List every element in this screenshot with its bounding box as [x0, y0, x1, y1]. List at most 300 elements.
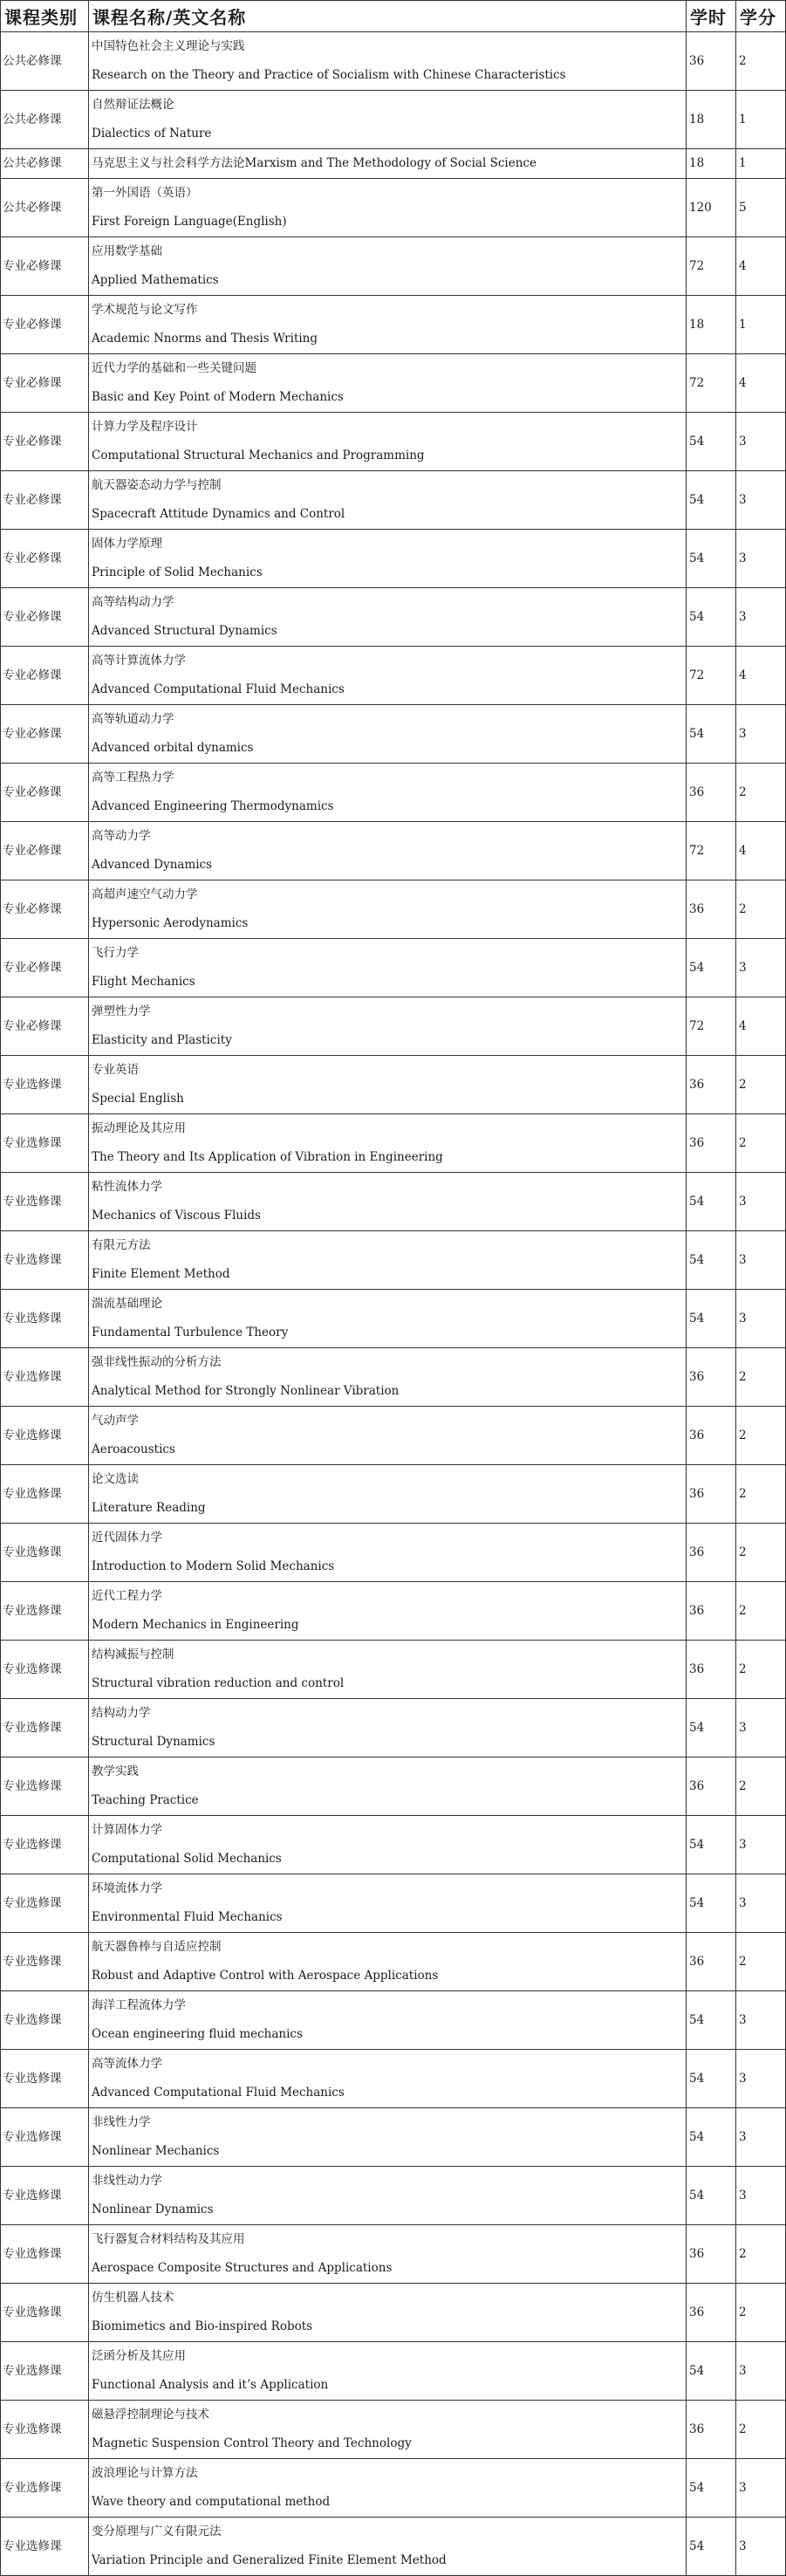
course-name-cell [89, 354, 687, 413]
course-name-english: Wave theory and computational method [92, 2495, 331, 2509]
course-table-body [1, 32, 786, 2576]
course-name-english: Principle of Solid Mechanics [92, 565, 263, 579]
course-category: 专业选修课 [1, 2459, 89, 2518]
course-name-cell [89, 91, 687, 149]
course-credits: 2 [736, 1582, 786, 1641]
course-category: 专业必修课 [1, 530, 89, 588]
course-category: 专业必修课 [1, 413, 89, 471]
course-name-chinese: 计算力学及程序设计 [92, 420, 198, 434]
course-name-chinese: 近代力学的基础和一些关键问题 [92, 361, 256, 375]
course-name-english: Analytical Method for Strongly Nonlinear Vibration [92, 1384, 400, 1398]
course-category: 公共必修课 [1, 179, 89, 237]
course-credits: 2 [736, 1524, 786, 1582]
course-name-english: Mechanics of Viscous Fluids [92, 1209, 261, 1223]
course-name-chinese: 环境流体力学 [92, 1881, 162, 1895]
course-name-cell [89, 296, 687, 354]
course-name-english: Structural Dynamics [92, 1735, 215, 1749]
course-name-cell [89, 1641, 687, 1699]
course-name-cell [89, 2342, 687, 2401]
course-name-cell [89, 179, 687, 237]
course-name-chinese: 湍流基础理论 [92, 1297, 162, 1311]
course-name-chinese: 第一外国语（英语） [92, 186, 198, 200]
course-name-cell [89, 149, 687, 179]
course-name-cell [89, 1699, 687, 1757]
course-name-english: Computational Solid Mechanics [92, 1852, 282, 1866]
course-category: 专业选修课 [1, 1933, 89, 1991]
table-row [1, 764, 786, 822]
course-hours: 72 [687, 822, 736, 880]
course-category: 专业必修课 [1, 471, 89, 530]
course-hours: 54 [687, 939, 736, 997]
table-row [1, 179, 786, 237]
course-name-english: Biomimetics and Bio-inspired Robots [92, 2319, 313, 2333]
table-row [1, 2050, 786, 2108]
course-credits: 3 [736, 2459, 786, 2518]
course-credits: 1 [736, 91, 786, 149]
course-name-chinese: 高超声速空气动力学 [92, 887, 198, 901]
course-name-english: Flight Mechanics [92, 975, 195, 989]
course-category: 专业选修课 [1, 1056, 89, 1114]
course-credits: 3 [736, 530, 786, 588]
course-hours: 72 [687, 354, 736, 413]
header-category: 课程类别 [1, 1, 89, 32]
table-row [1, 2342, 786, 2401]
course-name-chinese: 近代工程力学 [92, 1589, 162, 1603]
course-name-chinese: 海洋工程流体力学 [92, 1998, 186, 2012]
course-hours: 18 [687, 296, 736, 354]
course-credits: 4 [736, 237, 786, 296]
table-row [1, 2518, 786, 2576]
course-name-cell [89, 588, 687, 647]
course-name-chinese: 高等结构动力学 [92, 595, 174, 609]
course-name-cell [89, 2401, 687, 2459]
course-credits: 2 [736, 1114, 786, 1173]
course-credits: 4 [736, 647, 786, 705]
table-row [1, 1114, 786, 1173]
table-row [1, 296, 786, 354]
course-name-cell [89, 1582, 687, 1641]
course-category: 专业选修课 [1, 2108, 89, 2167]
course-category: 专业选修课 [1, 1465, 89, 1524]
table-row [1, 149, 786, 179]
course-hours: 54 [687, 2342, 736, 2401]
course-category: 专业选修课 [1, 2401, 89, 2459]
course-hours: 36 [687, 1582, 736, 1641]
table-row [1, 1991, 786, 2050]
course-name-chinese: 泛函分析及其应用 [92, 2349, 186, 2363]
course-hours: 36 [687, 1757, 736, 1816]
table-row [1, 1641, 786, 1699]
table-row [1, 2284, 786, 2342]
course-category: 专业选修课 [1, 2342, 89, 2401]
course-name-english: Academic Nnorms and Thesis Writing [92, 332, 318, 346]
course-credits: 5 [736, 179, 786, 237]
course-hours: 36 [687, 1348, 736, 1407]
course-category: 专业选修课 [1, 1641, 89, 1699]
course-name-english: Functional Analysis and it’s Application [92, 2378, 329, 2392]
course-category: 专业必修课 [1, 296, 89, 354]
course-hours: 36 [687, 1114, 736, 1173]
course-hours: 72 [687, 237, 736, 296]
course-name-cell [89, 32, 687, 91]
course-name-chinese: 气动声学 [92, 1414, 139, 1428]
course-category: 专业选修课 [1, 2167, 89, 2225]
course-name-chinese: 高等工程热力学 [92, 771, 174, 784]
course-name-cell [89, 822, 687, 880]
course-credits: 1 [736, 149, 786, 179]
course-credits: 2 [736, 1348, 786, 1407]
course-credits: 2 [736, 1407, 786, 1465]
course-name-cell [89, 1290, 687, 1348]
course-name-cell [89, 1465, 687, 1524]
course-credits: 3 [736, 2108, 786, 2167]
course-hours: 54 [687, 2518, 736, 2576]
course-name-cell [89, 1173, 687, 1231]
course-hours: 36 [687, 1933, 736, 1991]
course-name-chinese: 应用数学基础 [92, 244, 162, 258]
course-hours: 36 [687, 32, 736, 91]
course-name-cell [89, 2108, 687, 2167]
course-name-english: Ocean engineering fluid mechanics [92, 2027, 303, 2041]
course-name-chinese: 结构动力学 [92, 1706, 151, 1720]
course-name-chinese: 非线性力学 [92, 2115, 151, 2129]
course-category: 公共必修课 [1, 91, 89, 149]
course-hours: 54 [687, 1699, 736, 1757]
course-name-chinese: 近代固体力学 [92, 1531, 162, 1545]
course-credits: 3 [736, 1874, 786, 1933]
table-row [1, 1056, 786, 1114]
table-row [1, 91, 786, 149]
course-name-cell [89, 1991, 687, 2050]
course-name-english: Structural vibration reduction and control [92, 1676, 345, 1690]
table-row [1, 1816, 786, 1874]
table-row [1, 1933, 786, 1991]
course-name-cell [89, 880, 687, 939]
table-row [1, 354, 786, 413]
course-credits: 4 [736, 354, 786, 413]
course-hours: 36 [687, 1524, 736, 1582]
course-category: 公共必修课 [1, 149, 89, 179]
course-credits: 2 [736, 880, 786, 939]
course-credits: 2 [736, 1465, 786, 1524]
course-hours: 54 [687, 588, 736, 647]
course-credits: 3 [736, 1231, 786, 1290]
course-hours: 54 [687, 705, 736, 764]
course-hours: 36 [687, 880, 736, 939]
course-name-english: Fundamental Turbulence Theory [92, 1326, 289, 1339]
course-category: 专业选修课 [1, 1757, 89, 1816]
course-name-english: Advanced Structural Dynamics [92, 624, 277, 638]
course-category: 专业选修课 [1, 1582, 89, 1641]
course-name-chinese: 飞行器复合材料结构及其应用 [92, 2232, 245, 2246]
course-name-cell [89, 939, 687, 997]
course-name-cell [89, 705, 687, 764]
course-hours: 18 [687, 91, 736, 149]
course-name-cell [89, 413, 687, 471]
course-credits: 3 [736, 588, 786, 647]
header-row [1, 1, 786, 32]
course-name-cell [89, 530, 687, 588]
course-hours: 18 [687, 149, 736, 179]
course-name-chinese: 论文选读 [92, 1472, 139, 1486]
course-name-cell [89, 2050, 687, 2108]
course-category: 公共必修课 [1, 32, 89, 91]
course-category: 专业选修课 [1, 1874, 89, 1933]
course-name-chinese: 专业英语 [92, 1063, 139, 1077]
course-name-chinese: 固体力学原理 [92, 537, 162, 551]
course-name-chinese: 自然辩证法概论 [92, 98, 174, 112]
course-hours: 54 [687, 2167, 736, 2225]
course-name-chinese: 仿生机器人技术 [92, 2291, 174, 2305]
course-name-chinese: 弹塑性力学 [92, 1004, 151, 1018]
table-row [1, 2167, 786, 2225]
table-row [1, 822, 786, 880]
course-name-english: Modern Mechanics in Engineering [92, 1618, 299, 1632]
course-credits: 2 [736, 2284, 786, 2342]
course-category: 专业选修课 [1, 1991, 89, 2050]
course-credits: 2 [736, 1056, 786, 1114]
course-name-cell [89, 764, 687, 822]
course-name-english: Advanced orbital dynamics [92, 741, 254, 755]
table-row [1, 32, 786, 91]
table-row [1, 2108, 786, 2167]
course-name-chinese: 变分原理与广义有限元法 [92, 2525, 222, 2538]
course-name-cell [89, 1407, 687, 1465]
course-name-english: Dialectics of Nature [92, 127, 212, 140]
table-row [1, 1465, 786, 1524]
course-hours: 36 [687, 1641, 736, 1699]
course-name-cell [89, 647, 687, 705]
course-name-cell [89, 2284, 687, 2342]
course-name-english: The Theory and Its Application of Vibration in Engineering [92, 1150, 443, 1164]
course-name-english: Nonlinear Dynamics [92, 2203, 214, 2216]
course-name-english: Aerospace Composite Structures and Applications [92, 2261, 393, 2275]
course-name-chinese: 高等轨道动力学 [92, 712, 174, 726]
course-name-chinese: 波浪理论与计算方法 [92, 2466, 198, 2480]
table-row [1, 880, 786, 939]
course-name-cell [89, 1231, 687, 1290]
course-name-english: Spacecraft Attitude Dynamics and Control [92, 507, 345, 521]
course-name-english: Research on the Theory and Practice of Socialism with Chinese Characteristics [92, 68, 566, 82]
course-name-english: Advanced Computational Fluid Mechanics [92, 682, 345, 696]
course-category: 专业必修课 [1, 764, 89, 822]
course-name-cell [89, 1524, 687, 1582]
course-credits: 3 [736, 1699, 786, 1757]
course-category: 专业必修课 [1, 997, 89, 1056]
course-credits: 3 [736, 2518, 786, 2576]
course-hours: 36 [687, 1056, 736, 1114]
course-category: 专业选修课 [1, 2518, 89, 2576]
course-name-chinese: 中国特色社会主义理论与实践 [92, 39, 245, 53]
course-credits: 3 [736, 2342, 786, 2401]
course-hours: 54 [687, 1874, 736, 1933]
course-credits: 3 [736, 413, 786, 471]
course-name-cell [89, 2225, 687, 2284]
course-name-english: Elasticity and Plasticity [92, 1033, 232, 1047]
course-name-chinese: 教学实践 [92, 1764, 139, 1778]
table-row [1, 1231, 786, 1290]
course-category: 专业必修课 [1, 237, 89, 296]
course-name-chinese: 高等计算流体力学 [92, 654, 186, 668]
course-name-english: Computational Structural Mechanics and Programming [92, 449, 425, 462]
course-hours: 54 [687, 1231, 736, 1290]
table-row [1, 997, 786, 1056]
course-name-english: Advanced Engineering Thermodynamics [92, 799, 334, 813]
course-hours: 72 [687, 997, 736, 1056]
course-hours: 36 [687, 1407, 736, 1465]
table-row [1, 1348, 786, 1407]
course-name-chinese: 粘性流体力学 [92, 1180, 162, 1194]
course-credits: 1 [736, 296, 786, 354]
course-category: 专业选修课 [1, 2225, 89, 2284]
course-hours: 54 [687, 413, 736, 471]
course-name-chinese: 计算固体力学 [92, 1823, 162, 1837]
course-name-cell [89, 1816, 687, 1874]
course-hours: 54 [687, 2108, 736, 2167]
course-name-english: Special English [92, 1092, 184, 1106]
course-credits: 2 [736, 1757, 786, 1816]
course-category: 专业必修课 [1, 705, 89, 764]
course-name-cell [89, 1933, 687, 1991]
table-row [1, 1582, 786, 1641]
table-row [1, 1874, 786, 1933]
header-credits: 学分 [736, 1, 786, 32]
course-name-cell [89, 1114, 687, 1173]
course-credits: 3 [736, 705, 786, 764]
course-category: 专业必修课 [1, 354, 89, 413]
course-name-chinese: 有限元方法 [92, 1238, 151, 1252]
course-name-english: Variation Principle and Generalized Finite Element Method [92, 2553, 447, 2567]
course-name-chinese: 高等流体力学 [92, 2057, 162, 2071]
course-name-english: Teaching Practice [92, 1793, 199, 1807]
course-name-english: Introduction to Modern Solid Mechanics [92, 1559, 335, 1573]
table-row [1, 471, 786, 530]
course-category: 专业选修课 [1, 1173, 89, 1231]
table-row [1, 1173, 786, 1231]
course-name-chinese: 马克思主义与社会科学方法论Marxism and The Methodology of Social Science [92, 156, 537, 170]
course-name-cell [89, 1874, 687, 1933]
course-credits: 3 [736, 2167, 786, 2225]
course-category: 专业必修课 [1, 939, 89, 997]
course-category: 专业必修课 [1, 880, 89, 939]
course-name-cell [89, 2459, 687, 2518]
course-hours: 36 [687, 2225, 736, 2284]
table-row [1, 1290, 786, 1348]
course-credits: 3 [736, 1290, 786, 1348]
course-hours: 54 [687, 1816, 736, 1874]
table-row [1, 647, 786, 705]
course-hours: 36 [687, 2401, 736, 2459]
course-hours: 54 [687, 2459, 736, 2518]
course-name-chinese: 学术规范与论文写作 [92, 303, 198, 317]
course-credits: 2 [736, 2401, 786, 2459]
course-category: 专业选修课 [1, 1699, 89, 1757]
course-category: 专业选修课 [1, 1816, 89, 1874]
course-category: 专业必修课 [1, 588, 89, 647]
course-name-english: Finite Element Method [92, 1267, 230, 1281]
table-row [1, 705, 786, 764]
course-category: 专业选修课 [1, 1290, 89, 1348]
course-category: 专业选修课 [1, 1114, 89, 1173]
course-credits: 3 [736, 939, 786, 997]
course-credits: 3 [736, 2050, 786, 2108]
course-name-english: Literature Reading [92, 1501, 206, 1515]
course-category: 专业必修课 [1, 822, 89, 880]
course-credits: 2 [736, 1641, 786, 1699]
course-credits: 3 [736, 1816, 786, 1874]
header-course-name: 课程名称/英文名称 [89, 1, 687, 32]
course-credits: 3 [736, 1991, 786, 2050]
table-row [1, 530, 786, 588]
course-credits: 4 [736, 997, 786, 1056]
table-row [1, 2401, 786, 2459]
course-hours: 54 [687, 1991, 736, 2050]
course-name-cell [89, 2518, 687, 2576]
course-name-chinese: 振动理论及其应用 [92, 1121, 186, 1135]
course-name-chinese: 航天器鲁棒与自适应控制 [92, 1940, 222, 1954]
course-name-cell [89, 237, 687, 296]
course-hours: 54 [687, 1173, 736, 1231]
course-name-cell [89, 2167, 687, 2225]
table-row [1, 413, 786, 471]
course-name-cell [89, 471, 687, 530]
course-hours: 54 [687, 2050, 736, 2108]
course-name-cell [89, 997, 687, 1056]
course-name-cell [89, 1348, 687, 1407]
course-name-english: Basic and Key Point of Modern Mechanics [92, 390, 344, 404]
course-name-english: Robust and Adaptive Control with Aerospace Applications [92, 1969, 439, 1983]
table-row [1, 2225, 786, 2284]
course-credits: 2 [736, 2225, 786, 2284]
course-category: 专业选修课 [1, 1407, 89, 1465]
table-row [1, 237, 786, 296]
course-name-chinese: 飞行力学 [92, 946, 139, 960]
course-name-english: Nonlinear Mechanics [92, 2144, 220, 2158]
course-credits: 3 [736, 471, 786, 530]
course-hours: 36 [687, 2284, 736, 2342]
table-row [1, 1524, 786, 1582]
course-category: 专业选修课 [1, 2050, 89, 2108]
course-category: 专业选修课 [1, 1348, 89, 1407]
course-credits: 2 [736, 1933, 786, 1991]
course-category: 专业必修课 [1, 647, 89, 705]
course-name-cell [89, 1056, 687, 1114]
table-row [1, 588, 786, 647]
course-hours: 54 [687, 471, 736, 530]
course-name-english: Hypersonic Aerodynamics [92, 916, 249, 930]
course-category: 专业选修课 [1, 1524, 89, 1582]
course-name-english: First Foreign Language(English) [92, 215, 287, 229]
table-row [1, 939, 786, 997]
course-hours: 54 [687, 1290, 736, 1348]
course-name-cell [89, 1757, 687, 1816]
course-name-english: Aeroacoustics [92, 1442, 175, 1456]
course-category: 专业选修课 [1, 1231, 89, 1290]
table-row [1, 2459, 786, 2518]
course-credits: 2 [736, 32, 786, 91]
table-row [1, 1407, 786, 1465]
course-name-chinese: 高等动力学 [92, 829, 151, 843]
course-hours: 36 [687, 1465, 736, 1524]
course-name-chinese: 非线性动力学 [92, 2174, 162, 2188]
course-hours: 120 [687, 179, 736, 237]
course-credits: 4 [736, 822, 786, 880]
course-name-chinese: 磁悬浮控制理论与技术 [92, 2408, 209, 2422]
course-name-english: Environmental Fluid Mechanics [92, 1910, 283, 1924]
course-name-english: Advanced Computational Fluid Mechanics [92, 2086, 345, 2100]
course-name-english: Magnetic Suspension Control Theory and Technology [92, 2436, 412, 2450]
header-hours: 学时 [687, 1, 736, 32]
